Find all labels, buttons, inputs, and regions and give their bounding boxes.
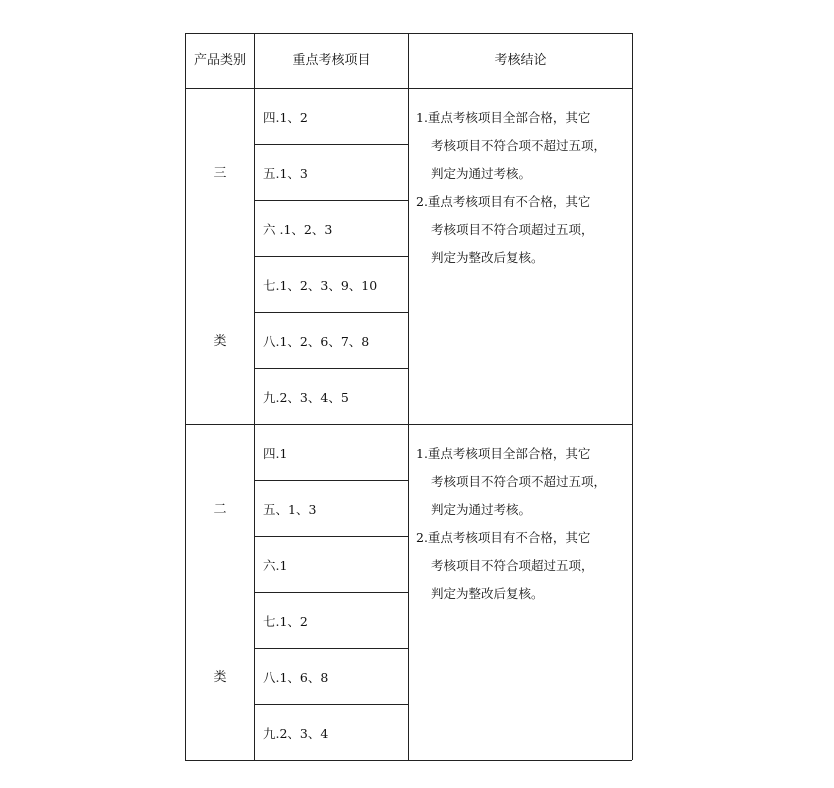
table-bottom-border [185,760,632,761]
conclusion-line: 判定为通过考核。 [431,166,532,181]
category-label-top: 二 [213,502,227,517]
item-cell: 四.1、2 [263,110,308,125]
conclusion-line: 判定为通过考核。 [431,502,532,517]
conclusion-line: 考核项目不符合项不超过五项， [431,138,607,153]
item-cell: 八.1、2、6、7、8 [263,334,370,349]
header-conclusion: 考核结论 [494,53,547,68]
item-separator [254,200,408,201]
column-divider-1 [254,33,255,760]
conclusion-line: 2.重点考核项目有不合格，其它 [416,530,591,545]
item-cell: 六.1 [263,558,288,573]
conclusion-line: 判定为整改后复核。 [431,250,544,265]
column-divider-2 [408,33,409,760]
conclusion-line: 考核项目不符合项超过五项， [431,558,594,573]
conclusion-line: 1.重点考核项目全部合格，其它 [416,446,591,461]
category-label-bottom: 类 [213,670,227,685]
item-cell: 七.1、2 [263,614,308,629]
header-category: 产品类别 [193,53,246,68]
item-cell: 八.1、6、8 [263,670,329,685]
table-left-border [185,33,186,760]
item-cell: 七.1、2、3、9、10 [263,278,378,293]
category-label-bottom: 类 [213,334,227,349]
item-cell: 五、1、3 [263,502,317,517]
item-separator [254,480,408,481]
conclusion-line: 考核项目不符合项不超过五项， [431,474,607,489]
item-separator [254,312,408,313]
conclusion-line: 2.重点考核项目有不合格，其它 [416,194,591,209]
item-separator [254,704,408,705]
item-cell: 九.2、3、4 [263,726,329,741]
conclusion-line: 考核项目不符合项超过五项， [431,222,594,237]
item-cell: 九.2、3、4、5 [263,390,349,405]
item-cell: 五.1、3 [263,166,308,181]
item-separator [254,592,408,593]
item-separator [254,648,408,649]
item-separator [254,368,408,369]
conclusion-line: 1.重点考核项目全部合格，其它 [416,110,591,125]
conclusion-line: 判定为整改后复核。 [431,586,544,601]
item-separator [254,144,408,145]
category-label-top: 三 [213,166,227,181]
item-separator [254,256,408,257]
table-right-border [632,33,633,760]
item-separator [254,536,408,537]
item-cell: 四.1 [263,446,288,461]
item-cell: 六 .1、2、3 [263,222,333,237]
header-items: 重点考核项目 [292,53,371,68]
